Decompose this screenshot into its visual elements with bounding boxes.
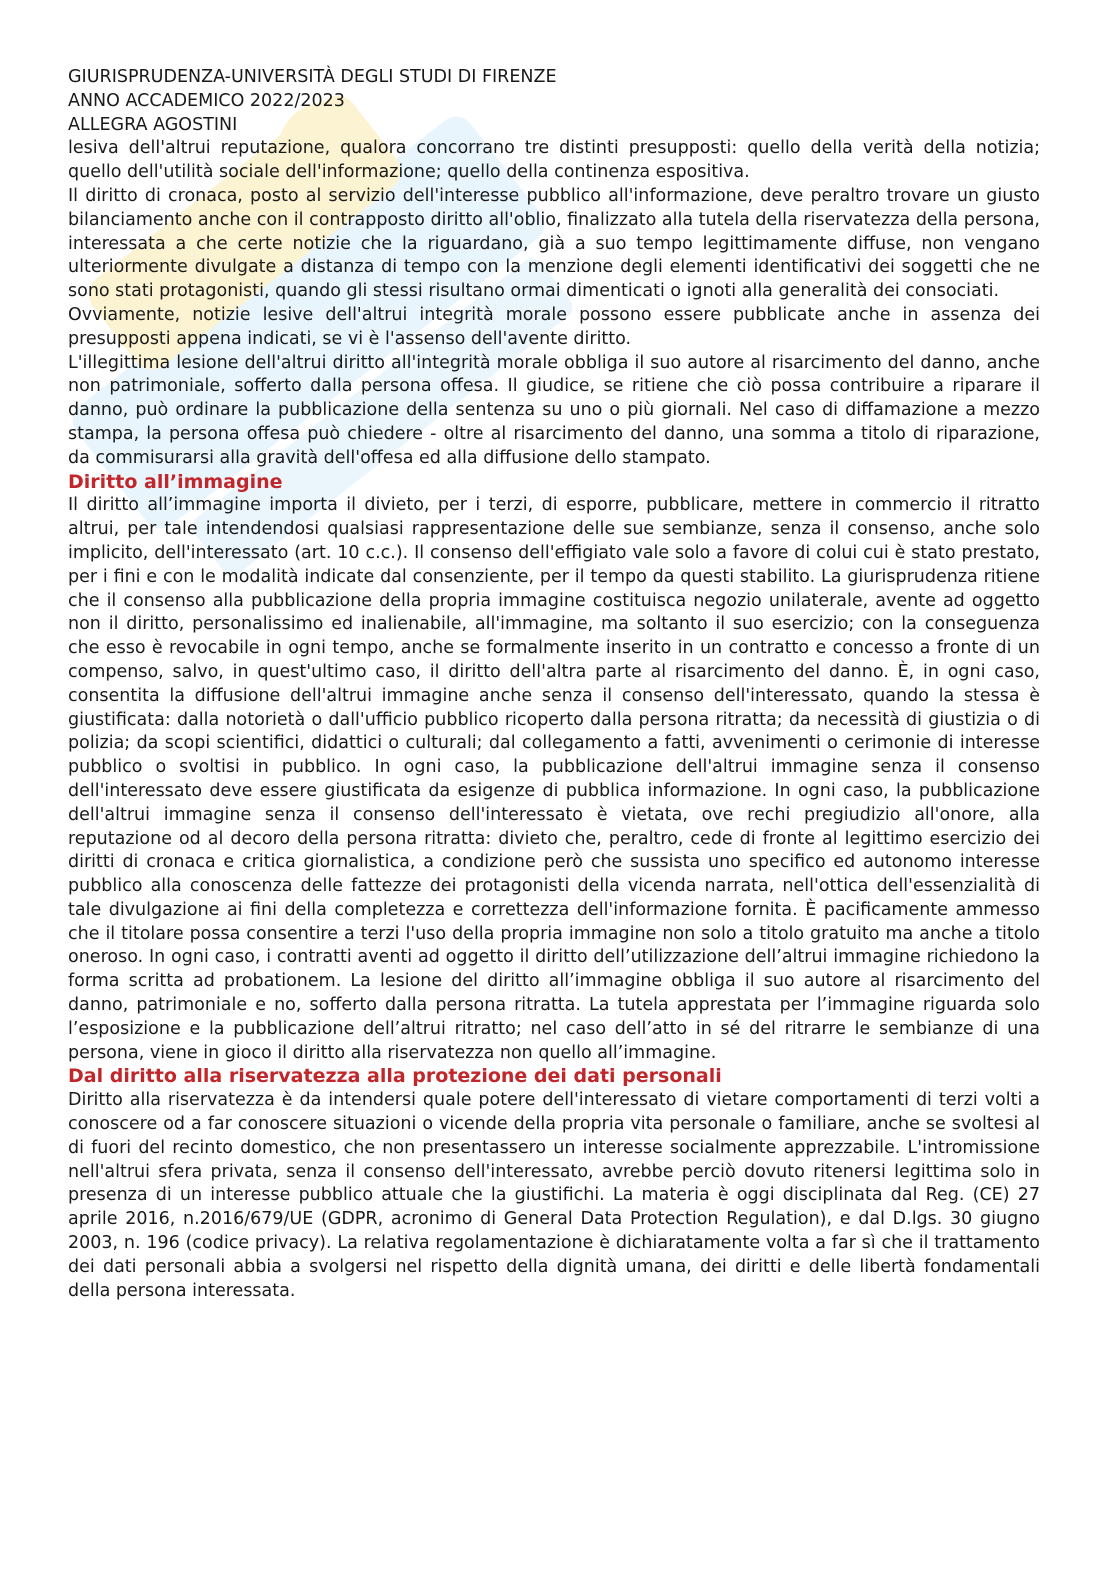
header-academic-year: ANNO ACCADEMICO 2022/2023 (68, 90, 345, 111)
document-page (68, 66, 1040, 1303)
paragraph: Ovviamente, notizie lesive dell'altrui integrità morale possono essere pubblicate anche in assenza dei presupposti appena indicati, se vi è l'assenso dell'avente diritto. (68, 304, 1040, 349)
paragraph-riservatezza: Diritto alla riservatezza è da intendersi quale potere dell'interessato di vietare comportamenti di terzi volti a conoscere od a far conoscere situazioni o vicende della propria vita personale o familiare, anche se svoltesi al di fuori del recinto domestico, che non presentassero un interesse socialmente apprezzabile. L'intromissione nell'altrui sfera privata, senza il consenso dell'interessato, avrebbe perciò dovuto ritenersi legittima solo in presenza di un interesse pubblico attuale che la giustifichi. La materia è oggi disciplinata dal Reg. (CE) 27 aprile 2016, n.2016/679/UE (GDPR, acronimo di General Data Protection Regulation), e dal D.lgs. 30 giugno 2003, n. 196 (codice privacy). La relativa regolamentazione è dichiaratamente volta a far sì che il trattamento dei dati personali abbia a svolgersi nel rispetto della dignità umana, dei diritti e delle libertà fondamentali della persona interessata. (68, 1090, 1040, 1301)
paragraph: L'illegittima lesione dell'altrui diritto all'integrità morale obbliga il suo autore al risarcimento del danno, anche non patrimoniale, sofferto dalla persona offesa. Il giudice, se ritiene che ciò possa contribuire a riparare il danno, può ordinare la pubblicazione della sentenza su uno o più giornali. Nel caso di diffamazione a mezzo stampa, la persona offesa può chiedere - oltre al risarcimento del danno, una somma a titolo di riparazione, da commisurarsi alla gravità dell'offesa ed alla diffusione dello stampato. (68, 352, 1040, 468)
paragraph: lesiva dell'altrui reputazione, qualora concorrano tre distinti presupposti: quello della verità della notizia; quello dell'utilità sociale dell'informazione; quello della continenza espositiva. (68, 138, 1040, 183)
section-heading-immagine: Diritto all’immagine (68, 470, 283, 493)
header-author: ALLEGRA AGOSTINI (68, 114, 238, 135)
header-university: GIURISPRUDENZA-UNIVERSITÀ DEGLI STUDI DI FIRENZE (68, 67, 557, 87)
paragraph: Il diritto di cronaca, posto al servizio dell'interesse pubblico all'informazione, deve peraltro trovare un giusto bilanciamento anche con il contrapposto diritto all'oblio, finalizzato alla tutela della riservatezza della persona, interessata a che certe notizie che la riguardano, già a suo tempo legittimamente diffuse, non vengano ulteriormente divulgate a distanza di tempo con la menzione degli elementi identificativi dei soggetti che ne sono stati protagonisti, quando gli stessi risultano ormai dimenticati o ignoti alla generalità dei consociati. (68, 185, 1040, 302)
paragraph-immagine: Il diritto all’immagine importa il divieto, per i terzi, di esporre, pubblicare, mettere in commercio il ritratto altrui, per tale intendendosi qualsiasi rappresentazione delle sue sembianze, senza il consenso, anche solo implicito, dell'interessato (art. 10 c.c.). Il consenso dell'effigiato vale solo a favore di colui cui è stato prestato, per i fini e con le modalità indicate dal consenziente, per il tempo da questi stabilito. La giurisprudenza ritiene che il consenso alla pubblicazione della propria immagine costituisca negozio unilaterale, avente ad oggetto non il diritto, personalissimo ed inalienabile, all'immagine, ma soltanto il suo esercizio; con la conseguenza che esso è revocabile in ogni tempo, anche se formalmente inserito in un contratto e concesso a fronte di un compenso, salvo, in quest'ultimo caso, il diritto dell'altra parte al risarcimento del danno. È, in ogni caso, consentita la diffusione dell'altrui immagine anche senza il consenso dell'interessato, quando la stessa è giustificata: dalla notorietà o dall'ufficio pubblico ricoperto dalla persona ritratta; da necessità di giustizia o di polizia; da scopi scientifici, didattici o culturali; dal collegamento a fatti, avvenimenti o cerimonie di interesse pubblico o svoltisi in pubblico. In ogni caso, la pubblicazione dell'altrui immagine senza il consenso dell'interessato deve essere giustificata da esigenze di pubblica informazione. In ogni caso, la pubblicazione dell'altrui immagine senza il consenso dell'interessato è vietata, ove rechi pregiudizio all'onore, alla reputazione od al decoro della persona ritratta: divieto che, peraltro, cede di fronte al legittimo esercizio dei diritti di cronaca e critica giornalistica, a condizione però che sussista uno specifico ed autonomo interesse pubblico alla conoscenza delle fattezze dei protagonisti della vicenda narrata, nell'ottica dell'essenzialità di tale divulgazione ai fini della completezza e correttezza dell'informazione fornita. È pacificamente ammesso che il titolare possa consentire a terzi l'uso della propria immagine non solo a titolo gratuito ma anche a titolo oneroso. In ogni caso, i contratti aventi ad oggetto il diritto dell’utilizzazione dell’altrui immagine richiedono la forma scritta ad probationem. La lesione del diritto all’immagine obbliga il suo autore al risarcimento del danno, patrimoniale e no, sofferto dalla persona ritratta. La tutela apprestata per l’immagine riguarda solo l’esposizione e la pubblicazione dell’altrui ritratto; nel caso dell’atto in sé del ritrarre le sembianze di una persona, viene in gioco il diritto alla riservatezza non quello all’immagine. (68, 495, 1040, 1063)
section-heading-riservatezza: Dal diritto alla riservatezza alla protezione dei dati personali (68, 1065, 722, 1088)
